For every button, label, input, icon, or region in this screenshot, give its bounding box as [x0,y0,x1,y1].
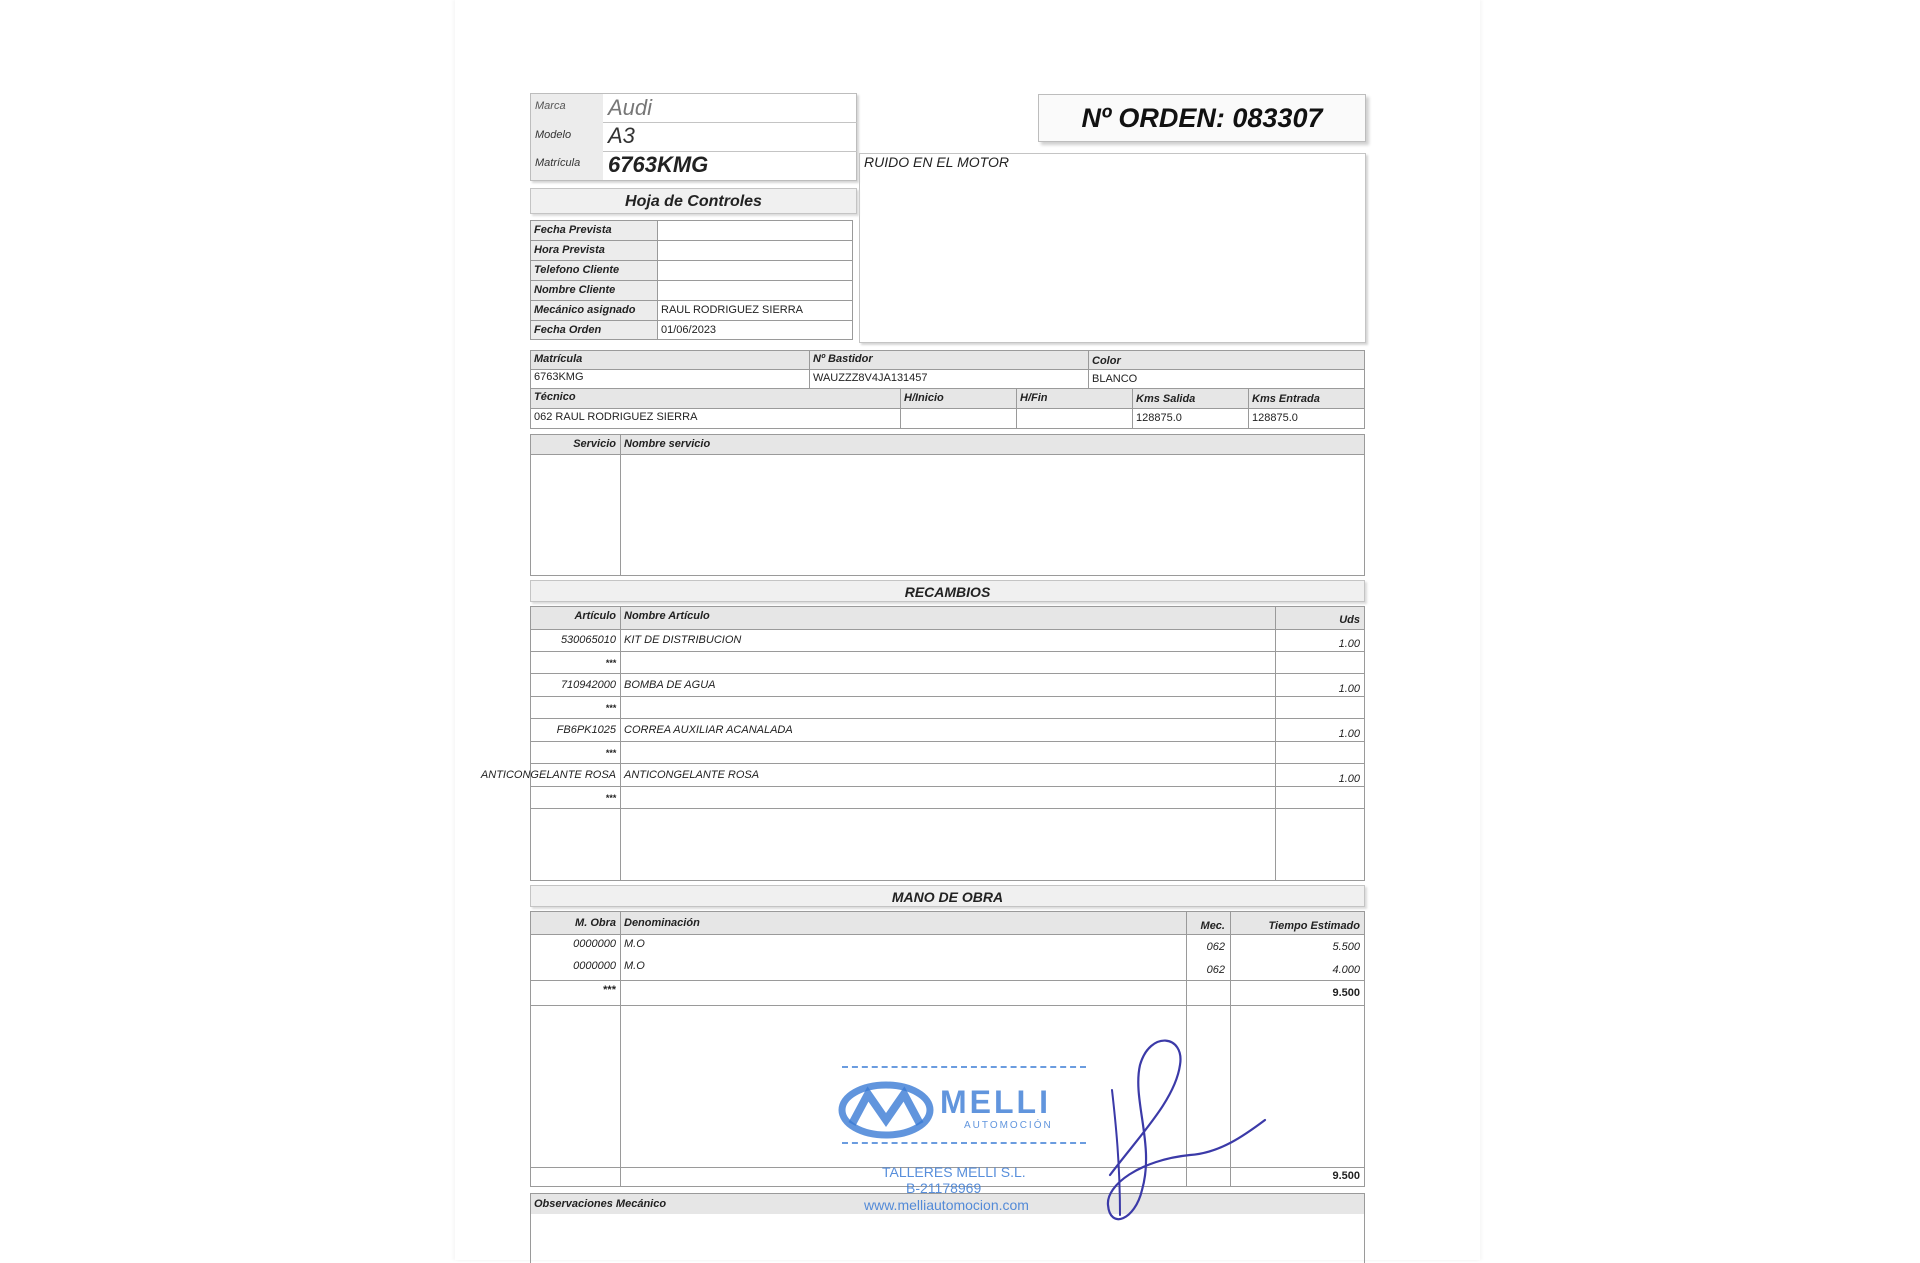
recambio-row [480,764,1364,787]
matricula-label: Matrícula [535,157,581,169]
info-header: Color [1092,355,1121,367]
modelo-label: Modelo [535,129,572,141]
info-header: Kms Salida [1136,393,1196,405]
vehicle-box [530,93,857,181]
info-value: BLANCO [1092,373,1138,385]
mano-obra-title: MANO DE OBRA [530,885,1365,907]
comment-text: RUIDO EN EL MOTOR [864,154,1009,170]
control-value: RAUL RODRIGUEZ SIERRA [661,304,804,316]
articulo-code: ANTICONGELANTE ROSA [480,769,616,781]
servicio-header: Servicio [573,438,616,450]
obra-mec: 062 [1206,941,1225,953]
info-value: 6763KMG [534,371,584,383]
stamp-company: TALLERES MELLI S.L. [882,1164,1026,1180]
stamp-web: www.melliautomocion.com [864,1197,1029,1213]
subtotal-mark: *** [603,984,616,996]
control-label: Telefono Cliente [534,264,620,276]
articulo-uds: 1.00 [1338,683,1360,695]
hoja-title: Hoja de Controles [530,188,857,214]
order-number: Nº ORDEN: 083307 [1081,103,1323,133]
control-label: Hora Prevista [534,244,605,256]
observaciones-label: Observaciones Mecánico [534,1198,667,1210]
info-header: Matrícula [534,353,583,365]
articulo-header: Artículo [574,610,616,622]
articulo-nombre: ANTICONGELANTE ROSA [624,769,760,781]
info-value: 062 RAUL RODRIGUEZ SIERRA [534,411,698,423]
control-label: Fecha Prevista [534,224,612,236]
obra-header: M. Obra [575,917,616,929]
handwritten-signature [1050,1025,1290,1235]
articulo-code: FB6PK1025 [556,724,616,736]
stamp-sub: AUTOMOCIÓN [964,1120,1053,1131]
articulo-code: *** [605,747,616,758]
marca-value: Audi [608,95,653,120]
servicios-table [530,434,1365,576]
obra-code: 0000000 [573,938,616,950]
tiempo-header: Tiempo Estimado [1268,920,1360,932]
nombre-articulo-header: Nombre Artículo [624,610,710,622]
articulo-code: *** [605,702,616,713]
articulo-uds: 1.00 [1338,728,1360,740]
subtotal-value: 9.500 [1332,987,1360,999]
uds-header: Uds [1339,614,1360,626]
order-number-box [1038,94,1366,142]
total-value: 9.500 [1332,1170,1360,1182]
articulo-uds: 1.00 [1338,773,1360,785]
obra-den: M.O [624,960,645,972]
articulo-nombre: KIT DE DISTRIBUCION [624,634,742,646]
articulo-nombre: BOMBA DE AGUA [624,679,716,691]
obra-den: M.O [624,938,645,950]
articulo-nombre: CORREA AUXILIAR ACANALADA [624,724,793,736]
melli-logo-icon [838,1080,934,1140]
info-value: WAUZZZ8V4JA131457 [813,372,928,384]
info-value: 128875.0 [1136,412,1182,424]
obra-tiempo: 5.500 [1332,941,1360,953]
info-value: 128875.0 [1252,412,1298,424]
nombre-servicio-header: Nombre servicio [624,438,711,450]
control-label: Nombre Cliente [534,284,616,296]
info-header: Kms Entrada [1252,393,1320,405]
denominacion-header: Denominación [624,917,700,929]
modelo-value: A3 [608,123,635,148]
recambio-row [531,674,1364,697]
mec-header: Mec. [1200,920,1225,932]
control-value: 01/06/2023 [661,324,717,336]
recambio-row [531,697,1364,720]
info-header: Nº Bastidor [813,353,873,365]
comment-box [859,153,1366,343]
articulo-code: 530065010 [560,634,616,646]
recambio-row [531,787,1364,810]
recambios-table [480,606,1365,881]
articulo-code: 710942000 [560,679,616,691]
obra-code: 0000000 [573,960,616,972]
info-header: H/Fin [1020,392,1048,404]
recambio-row [531,719,1364,742]
recambio-row [531,652,1364,675]
articulo-code: *** [605,657,616,668]
recambios-title: RECAMBIOS [530,580,1365,602]
articulo-code: *** [605,792,616,803]
obra-mec: 062 [1206,964,1225,976]
recambio-row [531,742,1364,765]
articulo-uds: 1.00 [1338,638,1360,650]
control-label: Fecha Orden [534,324,602,336]
recambio-row [531,629,1364,652]
stamp-brand: MELLI [940,1084,1051,1120]
vehicle-info-table [530,350,1365,429]
obra-tiempo: 4.000 [1332,964,1360,976]
matricula-value: 6763KMG [608,152,709,177]
info-header: Técnico [534,391,576,403]
stamp-cif: B-21178969 [906,1180,982,1196]
info-header: H/Inicio [904,392,944,404]
control-label: Mecánico asignado [534,304,636,316]
marca-label: Marca [535,100,566,112]
controles-table [530,220,853,340]
